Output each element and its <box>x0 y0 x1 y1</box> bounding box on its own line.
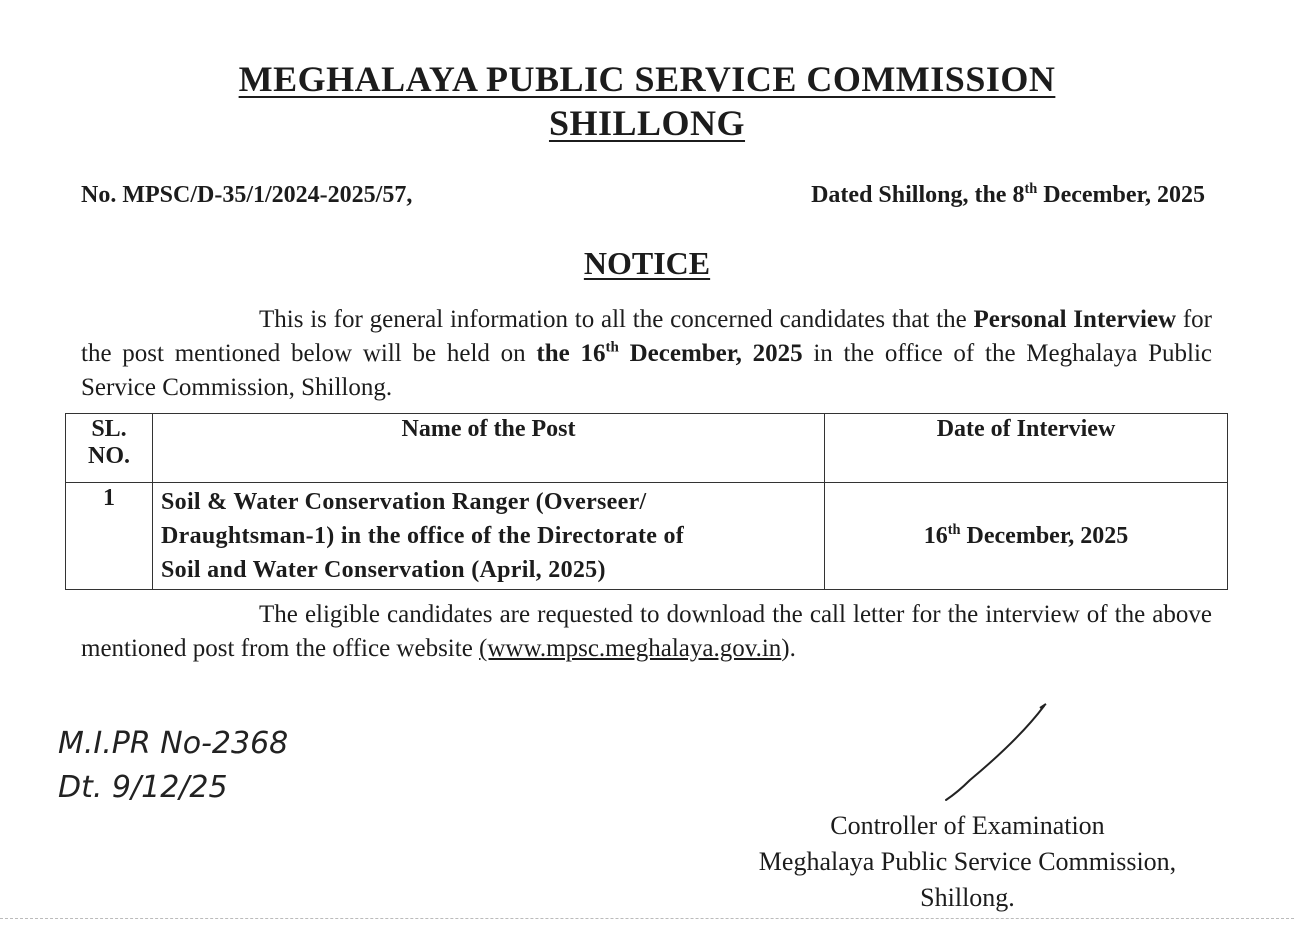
reference-date: Dated Shillong, the 8th December, 2025 <box>811 181 1205 208</box>
signatory-location: Shillong. <box>920 883 1015 912</box>
interview-date-cell: 16th December, 2025 <box>825 483 1228 590</box>
intro-paragraph: This is for general information to all the concerned candidates that the Personal Interview for the post mentioned below will be held on the 16th December, 2025 in the office of the Meghalaya Public Service Commission, Shillong. <box>81 306 1212 401</box>
website-link[interactable]: (www.mpsc.meghalaya.gov.in <box>479 635 782 662</box>
signatory-organization: Meghalaya Public Service Commission, <box>758 847 1177 876</box>
handwritten-note-line2: Dt. 9/12/25 <box>58 770 228 805</box>
document-subtitle: SHILLONG <box>548 103 746 143</box>
post-name-header: Name of the Post <box>153 414 825 483</box>
closing-paragraph: The eligible candidates are requested to download the call letter for the interview of the above mentioned post from the office website (www.mpsc.meghalaya.gov.in). <box>81 601 1212 662</box>
notice-heading: NOTICE <box>583 245 711 281</box>
sl-no-header: SL. NO. <box>66 414 153 483</box>
page-edge <box>0 918 1294 920</box>
table-row <box>66 483 1228 590</box>
signatory-title: Controller of Examination <box>830 811 1105 840</box>
signature-mark <box>940 700 1060 810</box>
signatory-block <box>710 808 1225 916</box>
table-header-row <box>66 414 1228 483</box>
post-name-cell: Soil & Water Conservation Ranger (Overseer/ Draughtsman-1) in the office of the Directorate of Soil and Water Conservation (April, 2025) <box>153 483 825 590</box>
document-title: MEGHALAYA PUBLIC SERVICE COMMISSION <box>238 59 1056 99</box>
handwritten-note-line1: M.I.PR No-2368 <box>58 726 289 761</box>
interview-table <box>65 413 1228 590</box>
handwritten-note <box>58 722 288 810</box>
reference-line <box>81 182 1205 209</box>
sl-no-cell: 1 <box>66 483 153 590</box>
interview-date-header: Date of Interview <box>825 414 1228 483</box>
reference-number: No. MPSC/D-35/1/2024-2025/57, <box>81 182 413 208</box>
